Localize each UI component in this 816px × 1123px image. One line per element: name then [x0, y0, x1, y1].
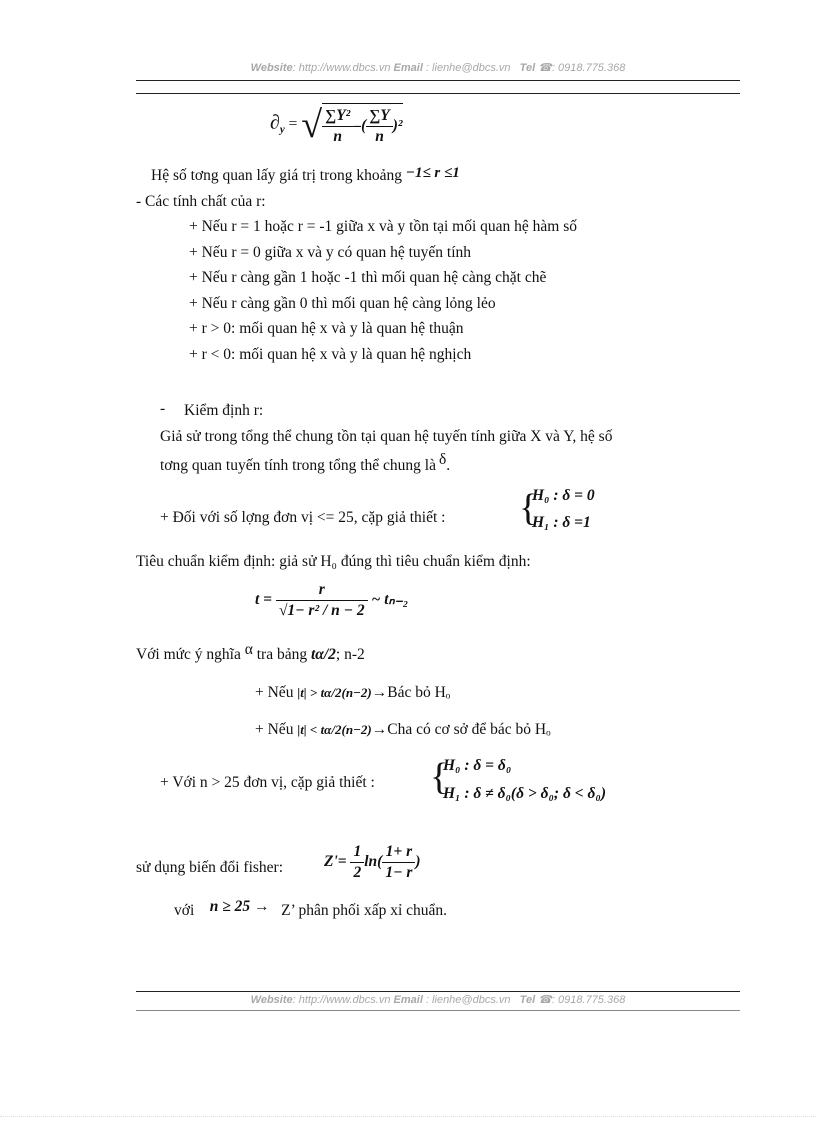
- tel-value: : 0918.775.368: [551, 62, 626, 74]
- header-rule-2: [136, 93, 740, 94]
- small-n-text: + Đối với số lợng đơn vị <= 25, cặp giả thiết :: [160, 509, 446, 526]
- t-statistic-formula: t = $\frac{r}{\text{√1− r² / n − 2}}$ ~ tₙ₋₂: [255, 581, 409, 619]
- hypothesis-h1-large: H₁ : δ ≠ δ₀(δ > δ₀; δ < δ₀): [443, 785, 606, 802]
- property-item: + r < 0: mối quan hệ x và y là quan hệ nghịch: [189, 346, 472, 363]
- range-formula: −1≤ r ≤1: [405, 165, 460, 181]
- decision-reject: + Nếu |t| > tα/2(n−2)→Bác bỏ Hₒ: [255, 684, 451, 701]
- kiem-dinh-line2: tơng quan tuyến tính trong tổng thể chung là δ.: [160, 451, 451, 474]
- page-footer: [136, 993, 740, 1006]
- property-item: + Nếu r càng gần 0 thì mối quan hệ càng lỏng lẻo: [189, 295, 496, 312]
- email-value[interactable]: : lienhe@dbcs.vn: [422, 994, 511, 1006]
- brace-icon: {: [430, 756, 449, 798]
- large-n-text: + Với n > 25 đơn vị, cặp giả thiết :: [160, 774, 375, 791]
- sqrt-icon: √: [301, 104, 323, 146]
- footer-rule-2: [136, 1010, 740, 1011]
- tel-value: : 0918.775.368: [551, 994, 626, 1006]
- hypothesis-h0-large: H₀ : δ = δ₀: [443, 757, 512, 774]
- property-item: + Nếu r = 1 hoặc r = -1 giữa x và y tồn tại mối quan hệ hàm số: [189, 218, 578, 235]
- website-label: Website: [250, 994, 293, 1006]
- header-rule-1: [136, 80, 740, 81]
- fisher-text: sử dụng biến đổi fisher:: [136, 859, 284, 876]
- criterion-text: Tiêu chuẩn kiểm định: giả sử H₀ đúng thì tiêu chuẩn kiểm định:: [136, 553, 531, 570]
- email-label: Email: [393, 994, 423, 1006]
- tel-label: Tel: [519, 994, 536, 1006]
- hypothesis-h1: H₁ : δ =1: [532, 514, 591, 531]
- kiem-dinh-line1: Giả sử trong tổng thể chung tồn tại quan hệ tuyến tính giữa X và Y, hệ số: [160, 428, 613, 445]
- hypothesis-h0: H₀ : δ = 0: [532, 487, 595, 504]
- phone-icon: ☎: [538, 994, 552, 1006]
- website-url[interactable]: : http://www.dbcs.vn: [292, 994, 391, 1006]
- website-label: Website: [250, 62, 293, 74]
- arrow-icon: →: [371, 721, 388, 738]
- property-item: + Nếu r = 0 giữa x và y có quan hệ tuyến tính: [189, 244, 471, 261]
- website-url[interactable]: : http://www.dbcs.vn: [292, 62, 391, 74]
- kiem-dinh-title: Kiểm định r:: [184, 402, 264, 419]
- property-item: + Nếu r càng gần 1 hoặc -1 thì mối quan hệ càng chặt chẽ: [189, 269, 547, 286]
- email-label: Email: [393, 62, 423, 74]
- properties-title: - Các tính chất của r:: [136, 193, 266, 210]
- page-header: [136, 61, 740, 74]
- range-line: Hệ số tơng quan lấy giá trị trong khoảng −1≤ r ≤1: [151, 165, 460, 184]
- final-line: với n ≥ 25 → Z’ phân phối xấp xỉ chuẩn.: [174, 898, 448, 919]
- phone-icon: ☎: [538, 62, 552, 74]
- kiem-dinh-bullet: -: [160, 400, 166, 417]
- significance-line: Với mức ý nghĩa α tra bảng tα/2; n-2: [136, 641, 365, 663]
- footer-rule-1: [136, 991, 740, 992]
- decision-not-reject: + Nếu |t| < tα/2(n−2)→Cha có cơ sở để bác bỏ Hₒ: [255, 721, 551, 738]
- fisher-formula: Z'= $\frac{1}{2}$ ln( $\frac{1+ r}{1- r}$ ): [324, 843, 421, 881]
- brace-icon: {: [519, 487, 538, 529]
- tel-label: Tel: [519, 62, 536, 74]
- property-item: + r > 0: mối quan hệ x và y là quan hệ thuận: [189, 320, 464, 337]
- page-bottom-edge: [0, 1116, 816, 1117]
- arrow-icon: →: [371, 684, 388, 701]
- formula-std-dev: $\partial_y$ = √ $\frac{\text{∑Y²}}{n}$ –( $\frac{\sum Y}{n}$ )²: [270, 104, 403, 146]
- email-value[interactable]: : lienhe@dbcs.vn: [422, 62, 511, 74]
